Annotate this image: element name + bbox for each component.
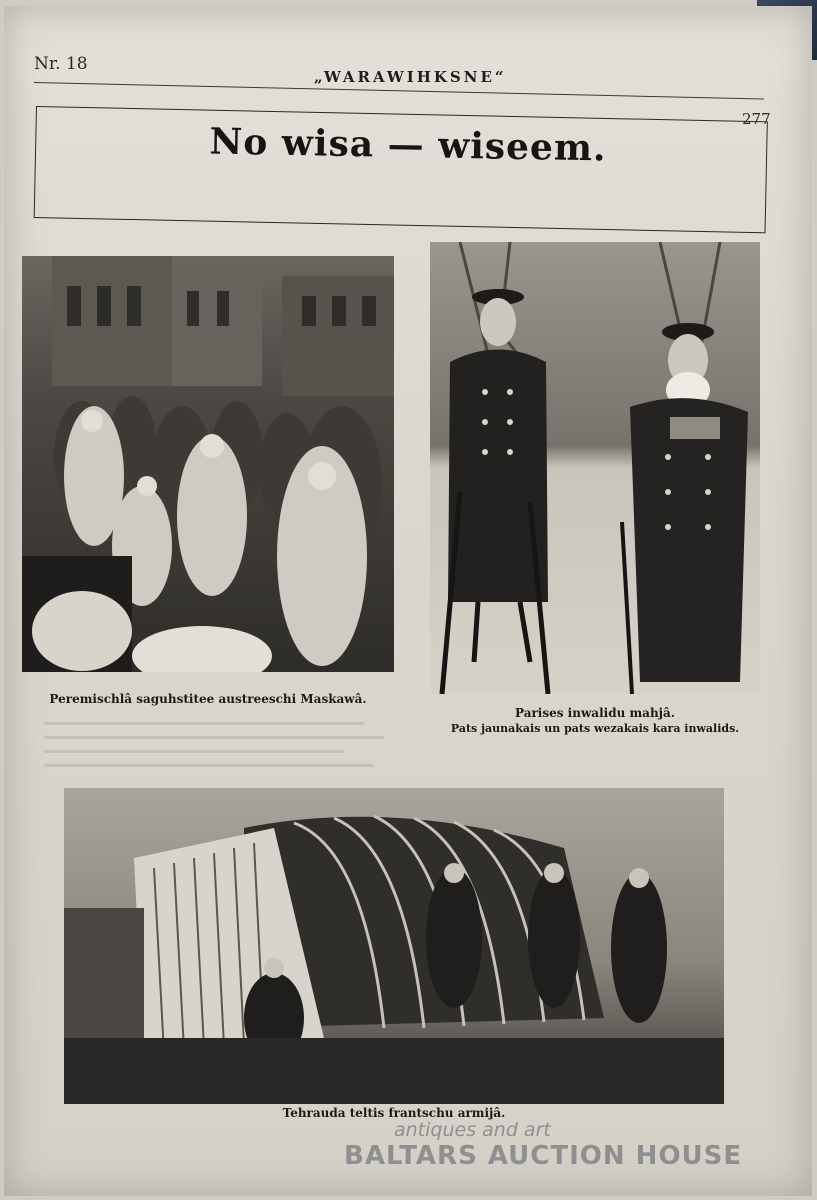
bleed-through-text bbox=[44, 722, 364, 725]
photo-paris-invalids bbox=[430, 242, 760, 694]
newspaper-page bbox=[4, 6, 812, 1196]
photo-prisoners-moscow bbox=[22, 256, 394, 672]
photo-steel-tents bbox=[64, 788, 724, 1104]
watermark-brand: BALTARS AUCTION HOUSE bbox=[344, 1141, 743, 1171]
photo-caption-2-line2: Pats jaunakais un pats wezakais kara inwalids. bbox=[450, 722, 740, 735]
photo-caption-3: Tehrauda teltis frantschu armijâ. bbox=[282, 1106, 506, 1120]
bleed-through-text bbox=[44, 764, 374, 767]
photo-caption-1: Peremischlâ saguhstitee austreeschi Maskawâ. bbox=[49, 692, 367, 706]
page-number: 277 bbox=[742, 110, 771, 128]
watermark-tagline: antiques and art bbox=[394, 1119, 551, 1141]
publication-name: „WARAWIHKSNE“ bbox=[314, 68, 507, 86]
bleed-through-text bbox=[44, 750, 344, 753]
issue-number: Nr. 18 bbox=[34, 54, 88, 74]
section-title: No wisa — wiseem. bbox=[209, 120, 607, 170]
bleed-through-text bbox=[44, 736, 384, 739]
photo-caption-2-line1: Parises inwalidu mahjâ. bbox=[515, 706, 675, 720]
